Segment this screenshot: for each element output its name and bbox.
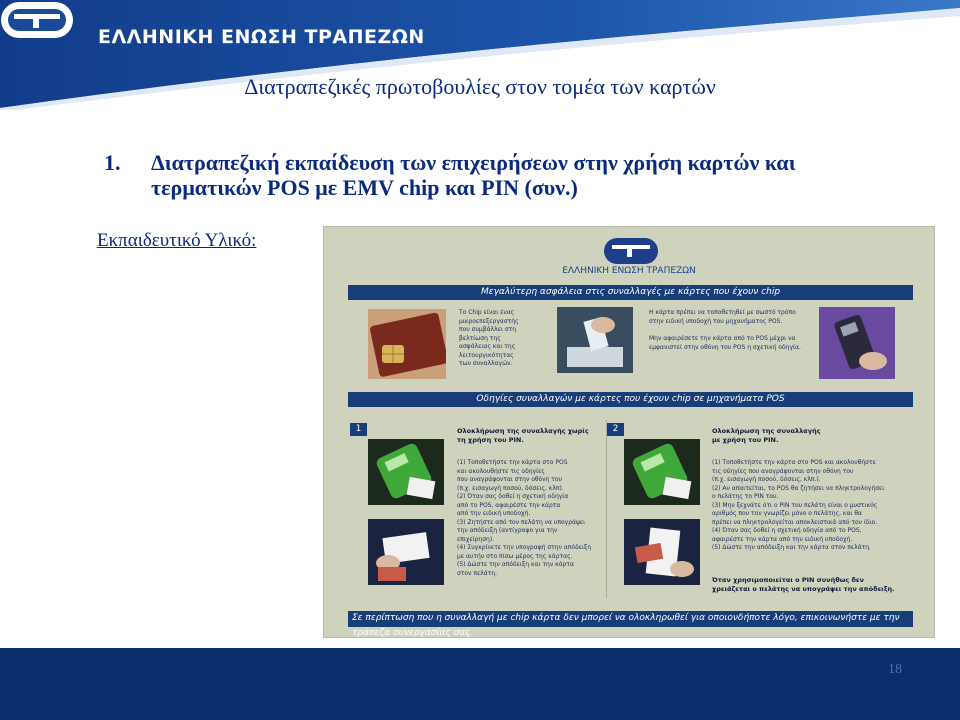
green-pos-photo-2 (624, 439, 700, 505)
leaflet-top-banner: Μεγαλύτερη ασφάλεια στις συναλλαγές με κάρτες που έχουν chip (348, 285, 913, 300)
leaflet-logo-icon (603, 237, 659, 265)
step-2-title: Ολοκλήρωση της συναλλαγής με χρήση του PIN. (712, 427, 821, 444)
leaflet-org-name: ΕΛΛΗΝΙΚΗ ΕΝΩΣΗ ΤΡΑΠΕΖΩΝ (562, 266, 696, 276)
leaflet-middle-banner: Οδηγίες συναλλαγών με κάρτες που έχουν chip σε μηχανήματα POS (348, 392, 913, 407)
insert-text-2: Μην αφαιρέσετε την κάρτα από το POS μέχρι να εμφανιστεί στην οθόνη του POS η σχετική οδηγία. (649, 335, 801, 351)
step-1-badge: 1 (350, 423, 367, 436)
step-1-title: Ολοκλήρωση της συναλλαγής χωρίς τη χρήση του PIN. (457, 427, 589, 444)
signing-receipt-photo-1 (368, 519, 444, 585)
leaflet-bottom-banner: Σε περίπτωση που η συναλλαγή με chip κάρτα δεν μπορεί να ολοκληρωθεί για οποιονδήποτε λόγο, επικοινωνήστε με την τράπεζα συνεργασίας σας (348, 611, 913, 627)
step-1-text: (1) Τοποθετήστε την κάρτα στο POS και ακολουθήστε τις οδηγίες που αναγράφονται στην οθόνη του (π.χ. εισαγωγή ποσού, δόσεις, κλπ). (2) Όταν σας δοθεί η σχετική οδηγία από το POS, αφαιρέστε την κάρτα από την ειδική υποδοχή. (3) Ζητήστε από τον πελάτη να υπογράψει την απόδειξη (αντίγραφο για την επιχείρηση). (4) Συγκρίνετε την υπογραφή στην απόδειξη με αυτήν στο πίσω μέρος της κάρτας. (5) Δώστε την απόδειξη και την κάρτα στον πελάτη. (457, 459, 592, 577)
point-text: Διατραπεζική εκπαίδευση των επιχειρήσεων στην χρήση καρτών και τερματικών POS με EMV chip και PIN (συν.) (151, 150, 796, 200)
pin-pad-photo (819, 307, 895, 379)
page-number: 18 (888, 662, 902, 677)
chip-card-photo (368, 309, 446, 379)
insert-text-1: Η κάρτα πρέπει να τοποθετηθεί με σωστό τρόπο στην ειδική υποδοχή του μηχανήματος POS. (649, 309, 796, 325)
hbs-logo-icon (0, 0, 74, 40)
point-number: 1. (104, 150, 121, 175)
pos-insert-photo (557, 307, 633, 373)
material-label: Εκπαιδευτικό Υλικό: (97, 230, 257, 251)
leaflet-image (323, 226, 935, 638)
footer-band (0, 648, 960, 720)
step-2-note: Όταν χρησιμοποιείται ο PIN συνήθως δεν χρειάζεται ο πελάτης να υπογράψει την απόδειξη. (712, 576, 895, 593)
signing-receipt-photo-2 (624, 519, 700, 585)
chip-text: Το Chip είναι ένας μικροεπεξεργαστής που συμβάλλει στη βελτίωση της ασφάλειας και της λειτουργικότητας των συναλλαγών. (459, 309, 519, 367)
green-pos-photo-1 (368, 439, 444, 505)
step-2-badge: 2 (607, 423, 624, 436)
step-2-text: (1) Τοποθετήστε την κάρτα στο POS και ακολουθήστε τις οδηγίες που αναγράφονται στην οθόνη του (π.χ. εισαγωγή ποσού, δόσεις, κλπ.). (2) Αν απαιτείται, το POS θα ζητήσει να πληκτρολογήσει ο πελάτης το PIN του. (3) Μην ξεχνάτε ότι ο PIN του πελάτη είναι ο μυστικός αριθμός που τον γνωρίζει μόνο ο πελάτης, και θα πρέπει να πληκτρολογείται αποκλειστικά από τον ίδιο. (4) Όταν σας δοθεί η σχετική οδηγία από το POS, αφαιρέστε την κάρτα από την ειδική υποδοχή. (5) Δώστε την απόδειξη και την κάρτα στον πελάτη. (712, 459, 885, 551)
org-name: ΕΛΛΗΝΙΚΗ ΕΝΩΣΗ ΤΡΑΠΕΖΩΝ (98, 26, 425, 48)
panel-divider (606, 420, 607, 598)
slide-title: Διατραπεζικές πρωτοβουλίες στον τομέα των καρτών (244, 74, 716, 99)
